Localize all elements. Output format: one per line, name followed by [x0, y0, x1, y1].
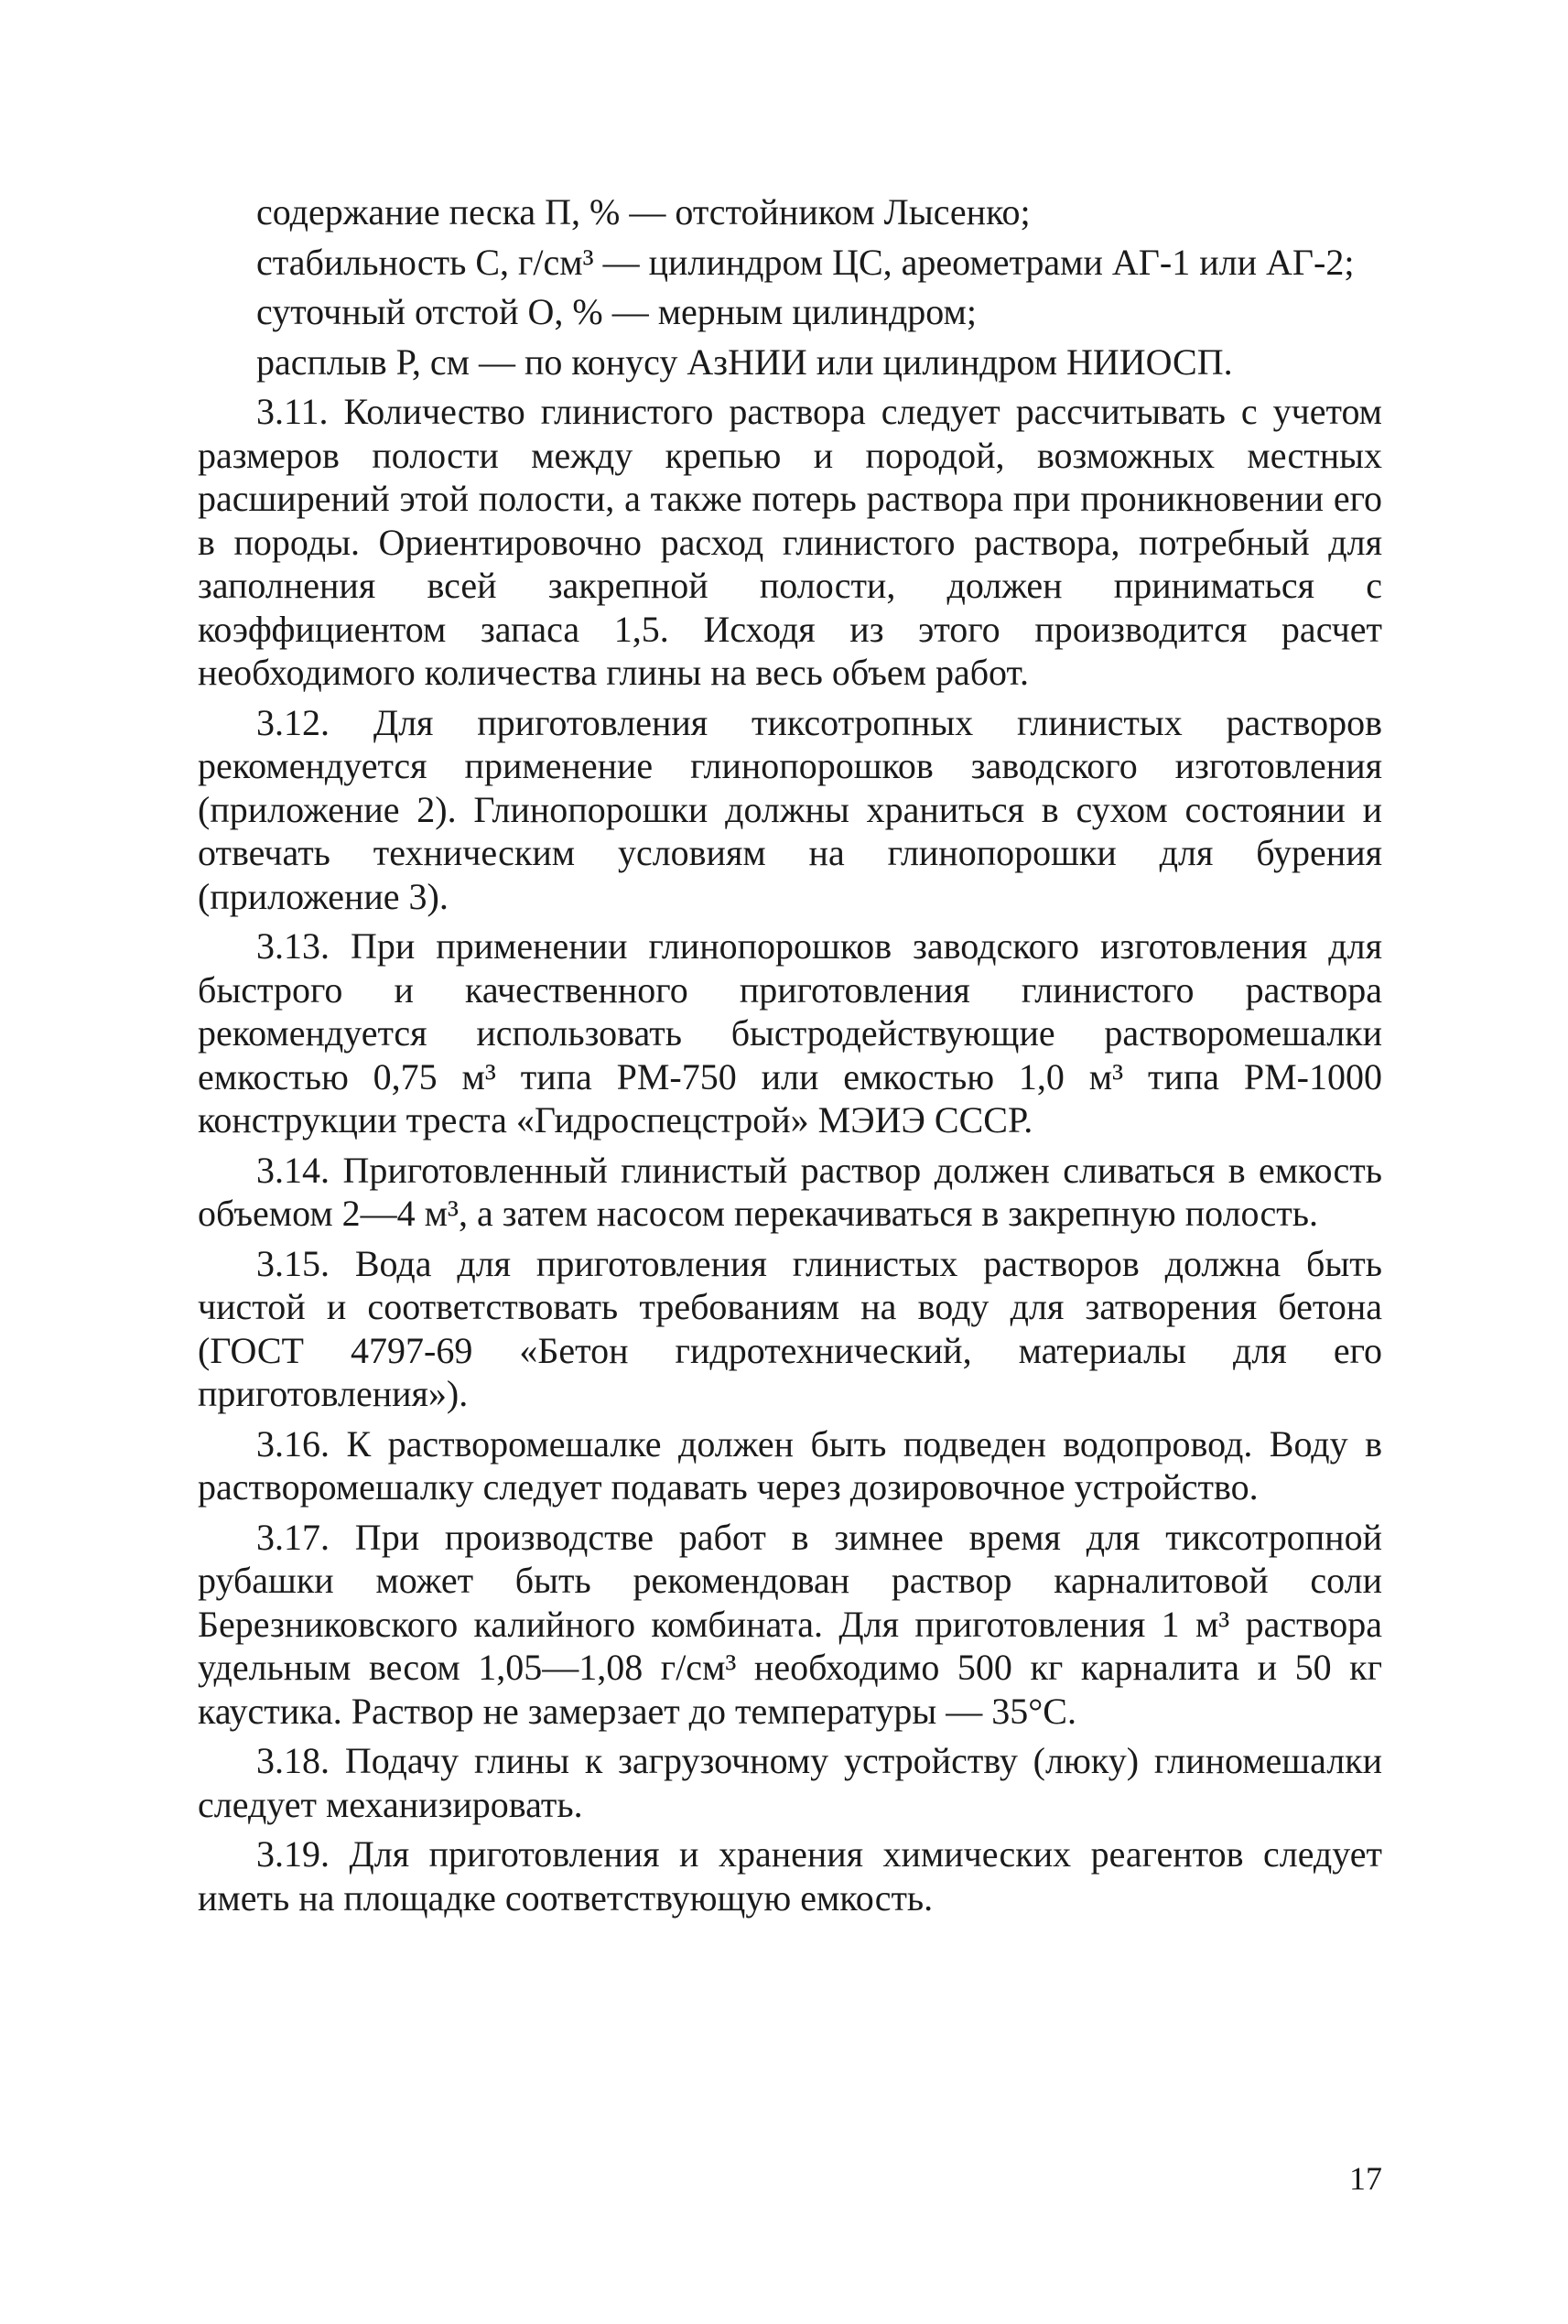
paragraph-3-17: 3.17. При производстве работ в зимнее время для тиксотропной рубашки может быть рекомендован раствор карналитовой соли Березниковского калийного комбината. Для приготовления 1 м³ раствора удельным весом 1,05—1,08 г/см³ необходимо 500 кг карналита и 50 кг каустика. Раствор не замерзает до температуры — 35°С. [198, 1516, 1382, 1732]
paragraph-3-11: 3.11. Количество глинистого раствора следует рассчитывать с учетом размеров полости между крепью и породой, возможных местных расширений этой полости, а также потерь раствора при проникновении его в породы. Ориентировочно расход глинистого раствора, потребный для заполнения всей закрепной полости, должен приниматься с коэффициентом запаса 1,5. Исходя из этого производится расчет необходимого количества глины на весь объем работ. [198, 391, 1382, 693]
document-page [198, 190, 1382, 1919]
paragraph-3-14: 3.14. Приготовленный глинистый раствор должен сливаться в емкость объемом 2—4 м³, а затем насосом перекачиваться в закрепную полость. [198, 1149, 1382, 1234]
paragraph-sand-content: содержание песка П, % — отстойником Лысенко; [256, 191, 1031, 232]
page-number: 17 [1349, 2160, 1382, 2197]
paragraph-3-18: 3.18. Подачу глины к загрузочному устройству (люку) глиномешалки следует механизировать. [198, 1740, 1382, 1825]
paragraph-3-12: 3.12. Для приготовления тиксотропных глинистых растворов рекомендуется применение глинопорошков заводского изготовления (приложение 2). Глинопорошки должны храниться в сухом состоянии и отвечать техническим условиям на глинопорошки для бурения (приложение 3). [198, 701, 1382, 917]
paragraph-3-19: 3.19. Для приготовления и хранения химических реагентов следует иметь на площадке соответствующую емкость. [198, 1833, 1382, 1919]
paragraph-3-13: 3.13. При применении глинопорошков заводского изготовления для быстрого и качественного приготовления глинистого раствора рекомендуется использовать быстродействующие растворомешалки емкостью 0,75 м³ типа РМ-750 или емкостью 1,0 м³ типа РМ-1000 конструкции треста «Гидроспецстрой» МЭИЭ СССР. [198, 925, 1382, 1140]
paragraph-spread: расплыв Р, см — по конусу АзНИИ или цилиндром НИИОСП. [256, 340, 1233, 383]
paragraph-stability: стабильность С, г/см³ — цилиндром ЦС, ареометрами АГ-1 или АГ-2; [256, 241, 1355, 283]
paragraph-3-16: 3.16. К растворомешалке должен быть подведен водопровод. Воду в растворомешалку следует подавать через дозировочное устройство. [198, 1422, 1382, 1508]
paragraph-daily-settling: суточный отстой О, % — мерным цилиндром; [256, 291, 977, 332]
paragraph-3-15: 3.15. Вода для приготовления глинистых растворов должна быть чистой и соответствовать требованиям на воду для затворения бетона (ГОСТ 4797-69 «Бетон гидротехнический, материалы для его приготовления»). [198, 1242, 1382, 1414]
